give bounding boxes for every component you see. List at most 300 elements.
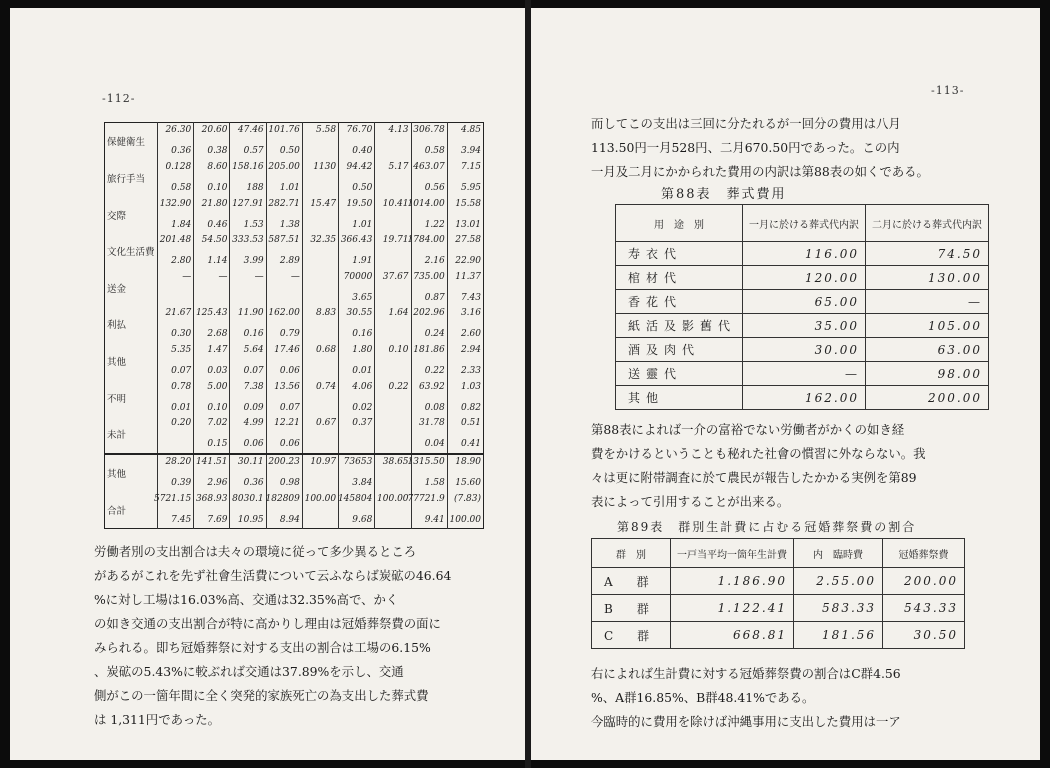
t89-ceremony-cell: 200.00 [883, 568, 965, 595]
table-cell [302, 416, 338, 454]
t88-feb-cell: — [866, 290, 989, 314]
cell-amount: 0.51 [460, 418, 481, 429]
table-cell [339, 306, 375, 343]
table-cell [339, 454, 375, 492]
paragraph-line: 右によれば生計費に対する冠婚葬祭費の割合はC群4.56 [591, 666, 901, 681]
row-label: 不明 [107, 393, 127, 405]
t88-feb-cell: 130.00 [866, 266, 989, 290]
table-cell [407, 454, 447, 492]
t88-jan-cell: 162.00 [743, 386, 866, 410]
cell-amount: 5.58 [316, 125, 337, 136]
cell-ratio: 0.16 [243, 329, 264, 340]
table-cell [375, 160, 411, 197]
table-cell [266, 233, 302, 270]
row-label: 送金 [107, 283, 127, 295]
table-cell [154, 491, 194, 528]
table-cell [266, 306, 302, 343]
cell-ratio: 188 [246, 182, 264, 193]
cell-amount: 4.13 [388, 125, 409, 136]
cell-amount: 181.86 [413, 344, 445, 355]
table-cell [411, 379, 447, 416]
table-row [105, 416, 484, 454]
table-row [105, 454, 484, 492]
t89-living-cell: 1.186.90 [671, 568, 794, 595]
t88-feb-cell: 63.00 [866, 338, 989, 362]
cell-amount: 70000 [343, 271, 373, 282]
cell-ratio: 0.50 [352, 182, 373, 193]
table-cell [411, 269, 447, 306]
table-cell [230, 123, 266, 160]
cell-ratio: 0.41 [460, 439, 481, 450]
t88-feb-cell: 105.00 [866, 314, 989, 338]
table-cell [411, 306, 447, 343]
table-cell [230, 306, 266, 343]
cell-ratio: 2.60 [460, 329, 481, 340]
cell-ratio: 1.14 [207, 256, 228, 267]
table-cell [339, 343, 375, 380]
cell-ratio: 1.58 [424, 477, 445, 488]
table-cell [266, 160, 302, 197]
paragraph-line: 費をかけるということも秘れた社會の慣習に外ならない。我 [591, 446, 926, 461]
table-cell [158, 269, 194, 306]
cell-ratio: 2.80 [171, 256, 192, 267]
cell-amount: 1014.00 [407, 198, 445, 209]
row-label: 交際 [107, 210, 127, 222]
cell-ratio: 22.90 [455, 256, 481, 267]
cell-amount: 2.94 [460, 344, 481, 355]
table-cell [230, 343, 266, 380]
t88-feb-cell: 98.00 [866, 362, 989, 386]
table-cell [194, 454, 230, 492]
cell-ratio: 3.99 [243, 256, 264, 267]
cell-amount: 94.42 [346, 161, 373, 172]
row-label: 保健衛生 [107, 137, 146, 149]
cell-amount: 8.60 [207, 161, 228, 172]
table-cell [266, 379, 302, 416]
cell-amount: 18.90 [455, 456, 481, 467]
cell-amount: 100.00 [304, 493, 337, 504]
table-cell [447, 233, 483, 270]
cell-ratio: 2.16 [424, 256, 445, 267]
cell-ratio: 2.96 [207, 477, 228, 488]
cell-amount: 19.50 [346, 198, 373, 209]
t88-name-cell: 送靈代 [616, 362, 743, 386]
t89-living-cell: 1.122.41 [671, 595, 794, 622]
cell-amount: 587.51 [268, 235, 300, 246]
table-cell [158, 454, 194, 492]
cell-amount: 4.99 [243, 418, 264, 429]
cell-amount: 1.80 [352, 344, 373, 355]
cell-ratio: 0.02 [352, 402, 373, 413]
table-cell [302, 233, 338, 270]
table-cell [339, 416, 375, 454]
cell-amount: 125.43 [195, 308, 228, 319]
table-cell [230, 269, 266, 306]
t88-header-use: 用 途 別 [616, 205, 743, 242]
table-cell [302, 454, 338, 492]
table-row [616, 338, 989, 362]
cell-amount: 162.00 [268, 308, 300, 319]
cell-amount: 19.71 [382, 235, 409, 246]
cell-amount: 11.37 [455, 271, 481, 282]
cell-ratio: 1.01 [279, 182, 300, 193]
cell-ratio: 0.16 [352, 329, 373, 340]
cell-amount: 200.23 [268, 456, 300, 467]
cell-amount: 3.16 [460, 308, 481, 319]
table-row [616, 290, 989, 314]
left-page [10, 8, 525, 760]
table-cell [194, 491, 230, 528]
t88-name-cell: 棺材代 [616, 266, 743, 290]
table-cell [158, 306, 194, 343]
t89-temp-cell: 2.55.00 [794, 568, 883, 595]
cell-amount: 11.90 [237, 308, 264, 319]
t88-header-feb: 二月に於ける葬式代内訳 [866, 205, 989, 242]
cell-ratio: 7.69 [207, 514, 228, 525]
table-cell [230, 454, 266, 492]
cell-ratio: 1.53 [243, 219, 264, 230]
cell-ratio: 0.06 [279, 439, 300, 450]
cell-amount: 8.83 [316, 308, 337, 319]
table-cell [230, 491, 266, 528]
cell-ratio: 0.07 [279, 402, 300, 413]
cell-amount: 127.91 [232, 198, 264, 209]
cell-amount: 21.80 [201, 198, 228, 209]
cell-ratio: 0.10 [207, 402, 228, 413]
cell-amount: 10.41 [382, 198, 409, 209]
cell-ratio: 0.22 [424, 365, 445, 376]
table-row [105, 123, 484, 160]
cell-ratio: 0.58 [424, 146, 445, 157]
cell-amount: 1.03 [460, 381, 481, 392]
table-cell [194, 269, 230, 306]
cell-amount: — [218, 271, 228, 282]
cell-amount: 158.16 [232, 161, 264, 172]
cell-ratio: 0.50 [279, 146, 300, 157]
table-cell [339, 123, 375, 160]
cell-amount: 30.11 [237, 456, 264, 467]
cell-amount: 1.64 [388, 308, 409, 319]
cell-amount: — [290, 271, 300, 282]
t89-temp-cell: 181.56 [794, 622, 883, 649]
paragraph-line: 一月及二月にかかられた費用の内訳は第88表の如くである。 [591, 164, 929, 179]
table-cell [302, 123, 338, 160]
cell-ratio: 0.87 [424, 292, 445, 303]
t88-name-cell: 酒及肉代 [616, 338, 743, 362]
cell-amount: 17.46 [274, 344, 300, 355]
table-row [105, 269, 484, 306]
cell-amount: 15.58 [455, 198, 481, 209]
table-cell [158, 160, 194, 197]
paragraph-line: 労働者別の支出割合は夫々の環境に従って多少異るところ [94, 544, 417, 559]
paragraph-line: %、A群16.85%、B群48.41%である。 [591, 690, 815, 705]
table-cell [158, 196, 194, 233]
t88-feb-cell: 74.50 [866, 242, 989, 266]
cell-amount: (7.83) [453, 493, 481, 504]
cell-amount: 77721.9 [407, 493, 445, 504]
expenditure-table [104, 122, 484, 529]
cell-amount: 4.85 [460, 125, 481, 136]
table-cell [158, 416, 194, 454]
table-cell [339, 269, 375, 306]
row-label: 其他 [105, 454, 158, 492]
cell-amount: 7.15 [460, 161, 481, 172]
cell-amount: 26.30 [165, 125, 192, 136]
middle-paragraph [591, 418, 926, 514]
cell-ratio: 0.36 [171, 146, 192, 157]
cell-ratio: 13.01 [455, 219, 481, 230]
table-cell [447, 160, 483, 197]
cell-ratio: 9.41 [424, 514, 445, 525]
table-cell [230, 416, 266, 454]
t89-temp-cell: 583.33 [794, 595, 883, 622]
cell-amount: 0.68 [316, 344, 337, 355]
t89-ceremony-cell: 30.50 [883, 622, 965, 649]
paragraph-line: 而してこの支出は三回に分たれるが一回分の費用は八月 [591, 116, 901, 131]
table-row [616, 386, 989, 410]
table-row [105, 343, 484, 380]
cell-amount: 463.07 [413, 161, 445, 172]
cell-amount: 8030.1 [232, 493, 264, 504]
cell-amount: 145804 [337, 493, 373, 504]
cell-ratio: 100.00 [449, 514, 481, 525]
t88-name-cell: 寿衣代 [616, 242, 743, 266]
t89-header-group: 群 別 [592, 539, 671, 568]
cell-amount: 20.60 [201, 125, 228, 136]
t88-name-cell: 其他 [616, 386, 743, 410]
table-cell [447, 196, 483, 233]
table-cell [158, 233, 194, 270]
table-cell [375, 454, 411, 492]
ceremony-ratio-table [591, 538, 965, 649]
table-cell [302, 343, 338, 380]
cell-amount: 38.65 [382, 456, 409, 467]
cell-ratio: 0.03 [207, 365, 228, 376]
cell-amount: 12.21 [274, 418, 300, 429]
cell-amount: 31.78 [418, 418, 445, 429]
row-label: 文化生活費 [107, 247, 155, 259]
cell-amount: 0.74 [316, 381, 337, 392]
cell-ratio: 10.95 [237, 514, 264, 525]
table-row [592, 622, 965, 649]
table89-title: 第89表 群別生計費に占むる冠婚葬祭費の割合 [617, 520, 917, 534]
paragraph-line: 側がこの一箇年間に全く突発的家族死亡の為支出した葬式費 [94, 688, 429, 703]
cell-ratio: 0.40 [352, 146, 373, 157]
table-cell [339, 196, 375, 233]
cell-ratio: 1.38 [279, 219, 300, 230]
paragraph-line: があるがこれを先ず社會生活費について云ふならば炭砿の46.64 [94, 568, 452, 583]
cell-ratio: 7.45 [171, 514, 192, 525]
cell-amount: 5.00 [207, 381, 228, 392]
cell-ratio: 1.91 [352, 256, 373, 267]
table-cell [302, 160, 338, 197]
table-cell [375, 491, 411, 528]
cell-ratio: 7.43 [460, 292, 481, 303]
table-cell [447, 123, 483, 160]
paragraph-line: の如き交通の支出割合が特に高かりし理由は冠婚葬祭費の面に [94, 616, 441, 631]
cell-amount: 141.51 [195, 456, 228, 467]
table-row [105, 233, 484, 270]
cell-ratio: 3.84 [352, 477, 373, 488]
t88-jan-cell: 30.00 [743, 338, 866, 362]
cell-ratio: 3.94 [460, 146, 481, 157]
table-cell [375, 306, 411, 343]
table-cell [266, 196, 302, 233]
table-cell [339, 160, 375, 197]
table-cell [194, 416, 230, 454]
cell-ratio: 2.68 [207, 329, 228, 340]
table-cell [411, 416, 447, 454]
cell-amount: 5.64 [243, 344, 264, 355]
cell-amount: 47.46 [237, 125, 264, 136]
cell-ratio: 0.24 [424, 329, 445, 340]
cell-amount: 5.17 [388, 161, 409, 172]
table-row [592, 595, 965, 622]
cell-amount: 0.67 [316, 418, 337, 429]
cell-ratio: 0.82 [460, 402, 481, 413]
cell-ratio: 0.98 [279, 477, 300, 488]
table-cell [375, 123, 411, 160]
table-cell [375, 416, 411, 454]
paragraph-line: みられる。即ち冠婚葬祭に対する支出の割合は工場の6.15% [94, 640, 431, 655]
table-cell [194, 233, 230, 270]
t89-group-cell: A 群 [592, 568, 671, 595]
table-cell [158, 379, 194, 416]
table-row [105, 196, 484, 233]
cell-amount: 7.38 [243, 381, 264, 392]
cell-amount: 5721.15 [154, 493, 192, 504]
table-cell [266, 123, 302, 160]
cell-amount: 101.76 [268, 125, 300, 136]
paragraph-line: 、炭砿の5.43%に較ぶれば交通は37.89%を示し、交通 [94, 664, 404, 679]
t89-header-living: 一戸当平均一箇年生計費 [671, 539, 794, 568]
table-cell [447, 269, 483, 306]
paragraph-line: 表によって引用することが出来る。 [591, 494, 790, 509]
cell-ratio: 0.01 [352, 365, 373, 376]
table-row [592, 568, 965, 595]
cell-ratio: 8.94 [279, 514, 300, 525]
table-cell [302, 306, 338, 343]
table-row [105, 379, 484, 416]
t88-header-jan: 一月に於ける葬式代内訳 [743, 205, 866, 242]
t88-name-cell: 香花代 [616, 290, 743, 314]
cell-amount: 5.35 [171, 344, 192, 355]
table-cell [158, 343, 194, 380]
cell-ratio: 5.95 [460, 182, 481, 193]
cell-ratio: 0.06 [279, 365, 300, 376]
table-cell [447, 306, 483, 343]
cell-ratio: 0.57 [243, 146, 264, 157]
cell-ratio: 0.08 [424, 402, 445, 413]
cell-amount: 54.50 [201, 235, 228, 246]
t89-living-cell: 668.81 [671, 622, 794, 649]
cell-ratio: 0.01 [171, 402, 192, 413]
cell-amount: 333.53 [232, 235, 264, 246]
cell-ratio: 0.56 [424, 182, 445, 193]
t89-header-temp: 内 臨時費 [794, 539, 883, 568]
table-cell [266, 343, 302, 380]
left-paragraph [94, 540, 451, 732]
table-cell [375, 196, 411, 233]
t88-jan-cell: 65.00 [743, 290, 866, 314]
table-cell [339, 379, 375, 416]
t89-header-ceremony: 冠婚葬祭費 [883, 539, 965, 568]
table-cell [194, 379, 230, 416]
table-cell [158, 123, 194, 160]
table-cell [407, 491, 447, 528]
cell-amount: 63.92 [418, 381, 445, 392]
row-label: 利払 [107, 320, 127, 332]
t88-jan-cell: — [743, 362, 866, 386]
table-cell [194, 123, 230, 160]
paragraph-line: は 1,311円であった。 [94, 712, 221, 727]
t89-group-cell: B 群 [592, 595, 671, 622]
right-page [531, 8, 1040, 760]
cell-amount: 735.00 [413, 271, 445, 282]
cell-ratio: 2.89 [279, 256, 300, 267]
table-cell [230, 196, 266, 233]
cell-amount: 132.90 [159, 198, 192, 209]
table-cell [230, 160, 266, 197]
page-number-right: -113- [931, 84, 965, 97]
paragraph-line: 113.50円一月528円、二月670.50円であった。この内 [591, 140, 900, 155]
table-cell [375, 233, 411, 270]
table-cell [375, 343, 411, 380]
cell-amount: 21.67 [165, 308, 192, 319]
cell-ratio: 9.68 [352, 514, 373, 525]
row-label: 旅行手当 [107, 173, 146, 185]
cell-amount: 0.10 [388, 344, 409, 355]
cell-amount: 282.71 [268, 198, 300, 209]
table-cell [266, 416, 302, 454]
table-cell [194, 343, 230, 380]
cell-amount: 0.22 [388, 381, 409, 392]
cell-amount: 37.67 [382, 271, 409, 282]
cell-amount: 368.93 [195, 493, 228, 504]
cell-amount: 0.128 [165, 161, 192, 172]
table88-title: 第88表 葬式費用 [661, 187, 787, 202]
table-cell [194, 306, 230, 343]
cell-amount: 32.35 [310, 235, 337, 246]
table-row [616, 242, 989, 266]
table-cell [447, 416, 483, 454]
cell-amount: 366.43 [340, 235, 373, 246]
table-cell [375, 269, 411, 306]
cell-amount: 76.70 [346, 125, 373, 136]
t89-group-cell: C 群 [592, 622, 671, 649]
cell-ratio: 0.39 [171, 477, 192, 488]
paragraph-line: 第88表によれば一介の富裕でない労働者がかくの如き経 [591, 422, 905, 437]
table-cell [375, 379, 411, 416]
table-cell [194, 196, 230, 233]
cell-amount: 182809 [265, 493, 300, 504]
cell-amount: 202.96 [413, 308, 445, 319]
t88-jan-cell: 35.00 [743, 314, 866, 338]
table-cell [266, 454, 302, 492]
cell-amount: 27.58 [455, 235, 481, 246]
cell-ratio: 0.38 [207, 146, 228, 157]
cell-amount: 306.78 [413, 125, 445, 136]
page-number-left: -112- [102, 92, 136, 105]
table-cell [407, 196, 447, 233]
cell-amount: 201.48 [159, 235, 192, 246]
cell-ratio: 0.07 [243, 365, 264, 376]
table-cell [411, 343, 447, 380]
cell-amount: 30.55 [346, 308, 373, 319]
cell-ratio: 1.84 [171, 219, 192, 230]
table-cell [302, 491, 338, 528]
t88-name-cell: 紙活及影舊代 [616, 314, 743, 338]
